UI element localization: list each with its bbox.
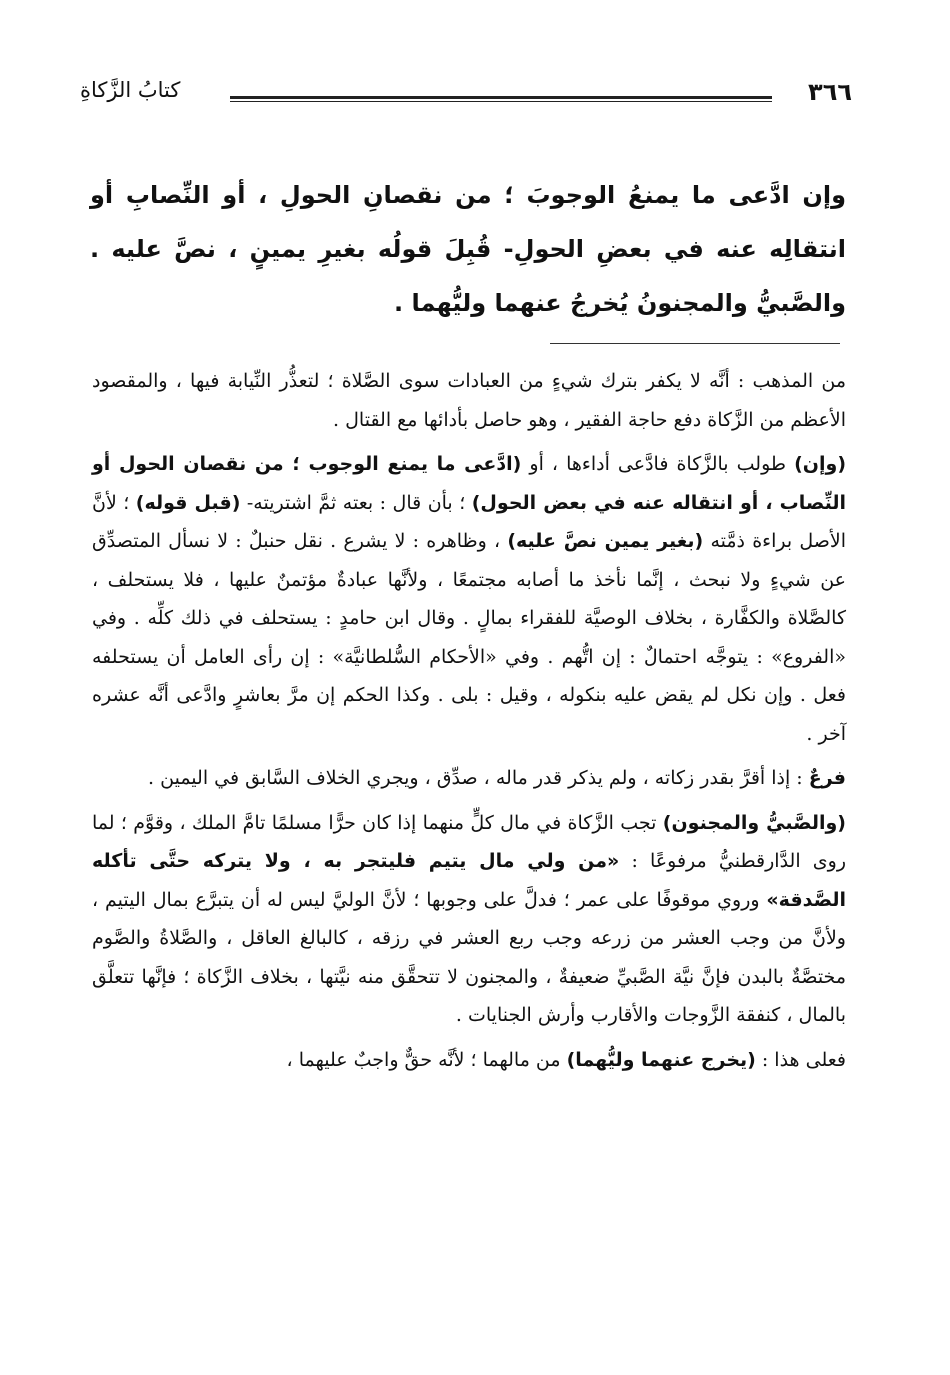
header-rule <box>230 96 772 102</box>
bold-heading: فرعٌ <box>808 767 846 789</box>
commentary-text: طولب بالزَّكاة فادَّعى أداءها ، أو <box>521 453 795 475</box>
hadith-quote: «من ولي مال يتيم فليتجر به ، ولا يتركه حتَّى تأكله الصَّدقة» <box>92 850 846 911</box>
commentary-text: ؛ لأنَّ الأصل براءة ذمَّته <box>92 491 846 552</box>
page-header <box>80 78 852 118</box>
book-title: كتابُ الزَّكاةِ <box>80 78 181 102</box>
commentary-paragraph-1: من المذهب : أنَّه لا يكفر بترك شيءٍ من العبادات سوى الصَّلاة ؛ لتعذُّر النِّيابة فيها ، والمقصود الأعظم من الزَّكاة دفع حاجة الفقير ، وهو حاصل بأدائها مع القتال . <box>92 370 846 431</box>
bold-quote: (والصَّبيُّ والمجنون) <box>662 811 846 834</box>
page-number: ٣٦٦ <box>808 78 852 106</box>
bold-quote: (بغير يمين نصَّ عليه) <box>507 530 704 552</box>
commentary-paragraph-4 <box>92 804 846 1035</box>
bold-quote: (يخرج عنهما وليُّهما) <box>566 1048 756 1071</box>
commentary-text: ، وظاهره : لا يشرع . نقل حنبلٌ : لا نسأل المتصدِّق عن شيءٍ ولا نبحث ، إنَّما نأخذ ما أصابه مجتمعًا ، ولأنَّها عبادةٌ مؤتمنٌ عليها ، فلا يستحلف ، كالصَّلاة والكفَّارة ، بخلاف الوصيَّة للفقراء بمالٍ . وقال ابن حامدٍ : يستحلف في ذلك كلِّه . وفي «الفروع» : يتوجَّه احتمالٌ : إن اتُّهم . وفي «الأحكام السُّلطانيَّة» : إن رأى العامل أن يستحلفه فعل . وإن نكل لم يقض عليه بنكوله ، وقيل : بلى . وكذا الحكم إن مرَّ بعاشرٍ وادَّعى أنَّه عشره آخر . <box>92 530 846 745</box>
bold-quote: (وإن) <box>794 453 847 475</box>
bold-quote: (قبل قوله) <box>135 491 241 514</box>
commentary-paragraph-2 <box>92 445 846 753</box>
bold-quote: (ادَّعى ما يمنع الوجوب ؛ من نقصان الحول أو النِّصاب ، أو انتقاله عنه في بعض الحول) <box>92 453 846 514</box>
commentary-text: : إذا أقرَّ بقدر زكاته ، ولم يذكر قدر ماله ، صدِّق ، ويجري الخلاف السَّابق في اليمين . <box>148 767 809 789</box>
commentary-paragraph-3 <box>92 759 846 798</box>
commentary <box>92 362 846 1085</box>
commentary-text: فعلى هذا : <box>755 1048 846 1071</box>
footnote-divider <box>550 343 840 344</box>
commentary-text: وروي موقوفًا على عمر ؛ فدلَّ على وجوبها ؛ لأنَّ الوليَّ ليس له أن يتبرَّع بمال اليتيم ، ولأنَّ من وجب العشر من زرعه وجب ربع العشر في رزقه ، كالبالغ العاقل ، والصَّلاةُ والصَّوم مختصَّةٌ بالبدن فإنَّ نيَّة الصَّبيِّ ضعيفةٌ ، والمجنون لا تتحقَّق منه نيَّتها ، بخلاف الزَّكاة ؛ فإنَّها تتعلَّق بالمال ، كنفقة الزَّوجات والأقارب وأرش الجنايات . <box>92 888 846 1026</box>
commentary-text: تجب الزَّكاة في مال كلٍّ منهما إذا كان حرًّا مسلمًا تامَّ الملك ، وقوَّم ؛ لما روى الدَّارقطنيُّ مرفوعًا : <box>92 811 846 872</box>
commentary-text: من مالهما ؛ لأنَّه حقٌّ واجبٌ عليهما ، <box>286 1048 567 1071</box>
commentary-paragraph-5 <box>92 1041 846 1080</box>
main-text: وإن ادَّعى ما يمنعُ الوجوبَ ؛ من نقصانِ الحولِ ، أو النِّصابِ أو انتقالِه عنه في بعضِ الحولِ- قُبِلَ قولُه بغيرِ يمينٍ ، نصَّ عليه . والصَّبيُّ والمجنونُ يُخرجُ عنهما وليُّهما . <box>90 181 846 317</box>
commentary-text: ؛ بأن قال : بعته ثمَّ اشتريته- <box>240 491 472 514</box>
